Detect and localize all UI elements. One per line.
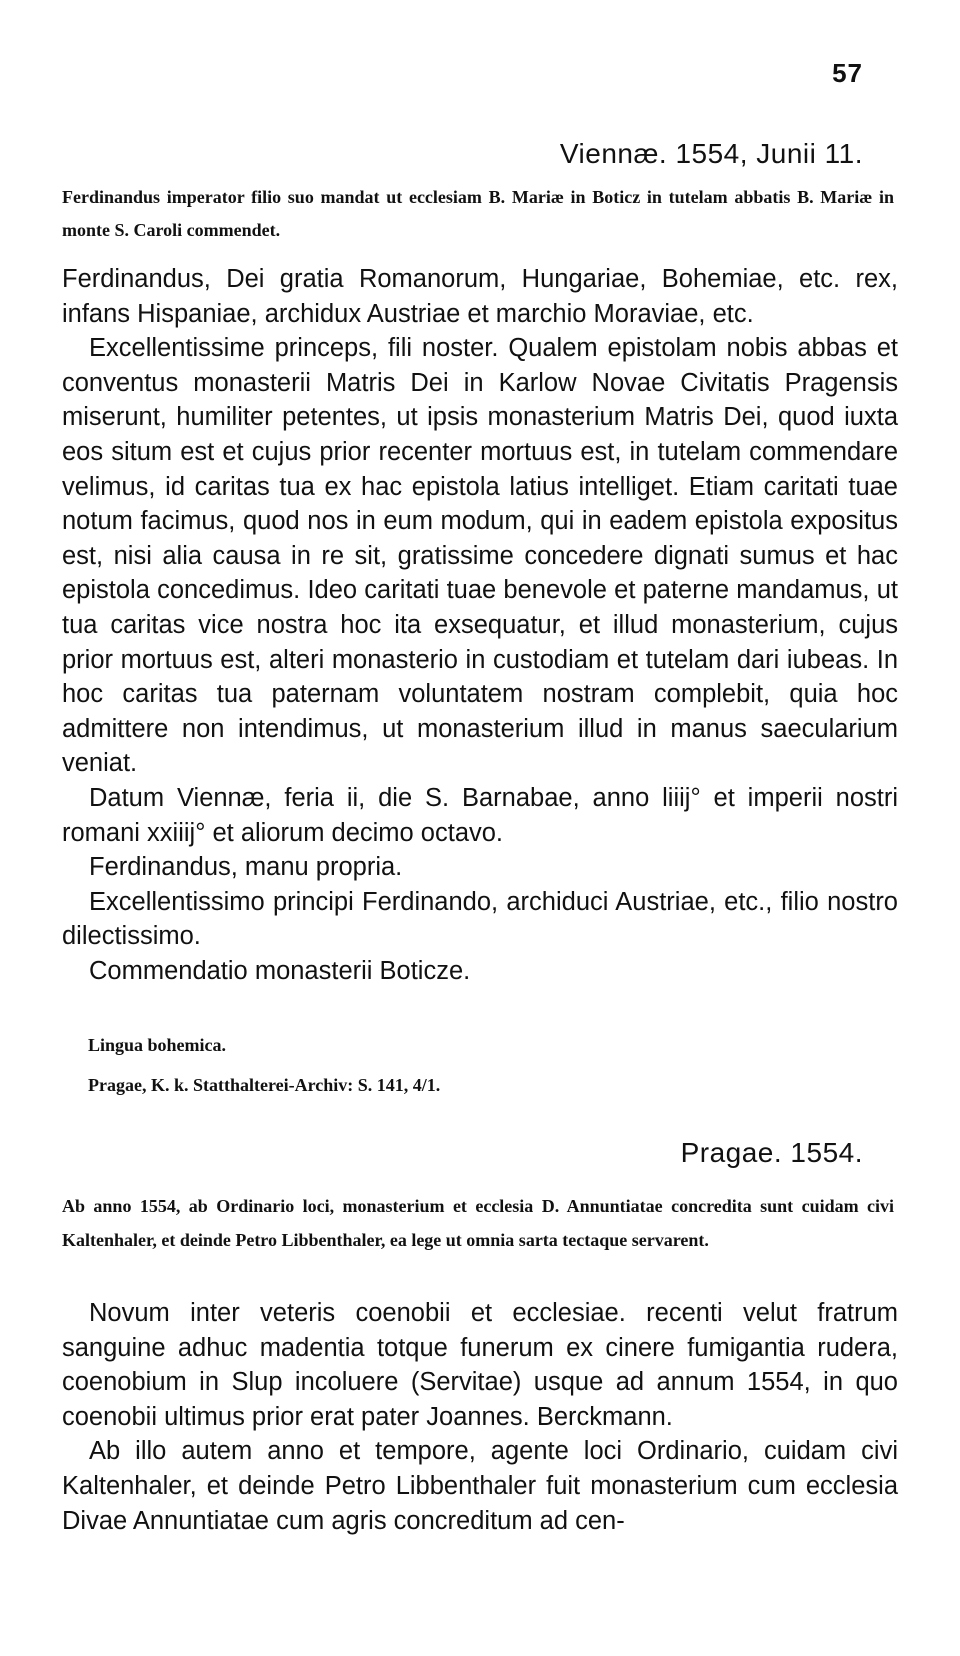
commendatio-paragraph: Commendatio monasterii Boticze.	[89, 956, 471, 985]
novum-paragraph: Novum inter veteris coenobii et ecclesiae. recenti velut fratrum sanguine adhuc madentia totque funerum ex cinere fumigantia rudera, coenobium in Slup incoluere (Servitae) usque ad annum 1554, in quo coenobii ultimus prior erat pater Joannes. Berckmann.	[62, 1299, 898, 1431]
language-note: Lingua bohemica.	[88, 1035, 227, 1055]
archive-note: Pragae, K. k. Statthalterei-Archiv: S. 141, 4/1.	[88, 1075, 441, 1095]
address-paragraph: Excellentissimo principi Ferdinando, archiduci Austriae, etc., filio nostro dilectissimo.	[62, 887, 898, 951]
document-body-2	[62, 1296, 898, 1538]
datum-paragraph: Datum Viennæ, feria ii, die S. Barnabae, anno liiij° et imperii nostri romani xxiiij° et aliorum decimo octavo.	[62, 783, 898, 847]
document-body-1	[62, 262, 898, 988]
dateline-prague: Pragae. 1554.	[680, 1137, 863, 1168]
salutation-paragraph: Ferdinandus, Dei gratia Romanorum, Hungariae, Bohemiae, etc. rex, infans Hispaniae, archidux Austriae et marchio Moraviae, etc.	[62, 265, 898, 328]
main-text-paragraph: Excellentissime princeps, fili noster. Qualem epistolam nobis abbas et conventus monasterii Matris Dei in Karlow Novae Civitatis Pragensis miserunt, humiliter petentes, ut ipsis monasterium Matris Dei, quod iuxta eos situm est et cujus prior recenter mortuus est, in tutelam commendare velimus, id caritas tua ex hac epistola latius intelliget. Etiam caritati tuae notum facimus, quod nos in eum modum, qui in eadem epistola expositus est, nisi alia causa in re sit, gratissime concedere dignati sumus et hac epistola concedimus. Ideo caritati tuae benevole et paterne mandamus, ut tua caritas vice nostra hoc ita exsequatur, et illud monasterium, cujus prior mortuus est, alteri monasterio in custodiam et tutelam dari iubeas. In hoc caritas tua paternam voluntatem nostram complebit, quia hoc admittere non intendimus, ut monasterium illud in manus saecularium veniat.	[62, 334, 898, 778]
page-number: 57	[832, 58, 863, 88]
document-summary-1: Ferdinandus imperator filio suo mandat ut ecclesiam B. Mariæ in Boticz in tutelam abbatis B. Mariæ in monte S. Caroli commendet.	[62, 187, 894, 240]
ab-illo-paragraph: Ab illo autem anno et tempore, agente loci Ordinario, cuidam civi Kaltenhaler, et deinde Petro Libbenthaler fuit monasterium cum ecclesia Divae Annuntiatae cum agris concreditum ad cen-	[62, 1437, 898, 1535]
signature-paragraph: Ferdinandus, manu propria.	[89, 853, 403, 882]
document-summary-2: Ab anno 1554, ab Ordinario loci, monasterium et ecclesia D. Annuntiatae concredita sunt cuidam civi Kaltenhaler, et deinde Petro Libbenthaler, ea lege ut omnia sarta tectaque servarent.	[62, 1196, 894, 1250]
dateline-vienna: Viennæ. 1554, Junii 11.	[559, 138, 863, 169]
